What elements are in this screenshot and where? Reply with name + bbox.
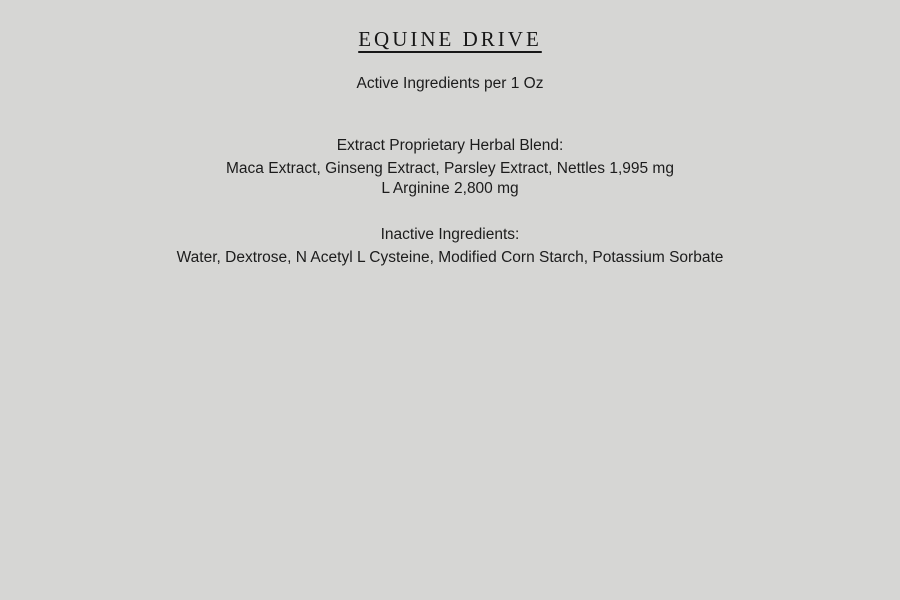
inactive-ingredients-heading: Inactive Ingredients: xyxy=(380,225,520,243)
serving-subtitle: Active Ingredients per 1 Oz xyxy=(356,75,544,92)
active-ingredients-line: Maca Extract, Ginseng Extract, Parsley Extract, Nettles 1,995 mg xyxy=(226,160,674,177)
product-title: EQUINE DRIVE xyxy=(358,27,542,51)
active-ingredients-heading: Extract Proprietary Herbal Blend: xyxy=(336,137,564,154)
active-ingredients-line: L Arginine 2,800 mg xyxy=(381,179,519,197)
inactive-ingredients-section xyxy=(0,199,900,268)
active-ingredients-section xyxy=(0,93,900,199)
inactive-ingredients-line: Water, Dextrose, N Acetyl L Cysteine, Modified Corn Starch, Potassium Sorbate xyxy=(176,248,724,266)
